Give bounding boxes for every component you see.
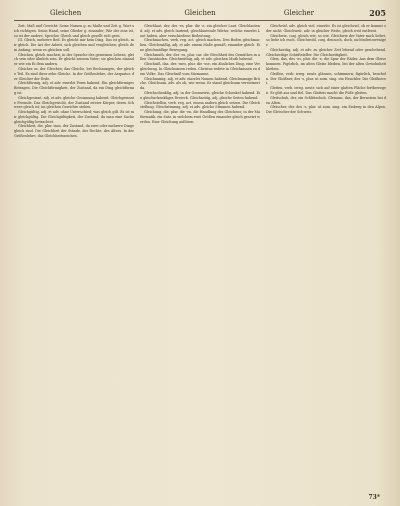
entry-paragraph: Gleis, das, des -es, plur. die -e, die Spur der Räder. Aus dem Gleise kommen. Figürlich, im alten Gleise bleiben, bei der alten Gewohnheit bleiben. [266, 57, 386, 72]
signature-mark: 73* [368, 494, 380, 501]
entry-paragraph: Gleichstellen, verb. reg. act. einem andern gleich setzen. Die Gleichstellung. Gleichstimmig, adj. et adv. gleiche Stimmen habend. [140, 100, 260, 110]
entry-paragraph: Gleicher, m. der Gleichen; das Gleiche, bei Rechnungen, der gleiche Teil. Es sind ihrer zehn Gleiche. In der Größenlehre, der Aequator, der Gleicher der Erde. [14, 67, 134, 81]
header-rule [14, 20, 386, 21]
entry-paragraph: III. Gleich, mehrere Bed. Es gleicht mir kein Ding. Das ist gleich, mir gleich. Die Art der Arbeit, sich gleichen und vergleichen; gleich dem Anfang; wenn es gleichen soll. [14, 38, 134, 52]
column-right [266, 24, 386, 490]
entry-paragraph: Gletscher, der, des -s, plur. ut nom. sing. ein Eisberg in den Alpen. Die Gletscher der Schweiz. [266, 105, 386, 115]
entry-paragraph: Gleichgültig, adj. et adv. ohne Unterschied; was gleich gilt. Es ist mir gleichgültig. Die Gleichgültigkeit, der Zustand, da man eine Sache gleichgültig betrachtet. [14, 110, 134, 124]
entry-paragraph: Gleichlaut, der, des -es, plur. die -e, ein gleicher Laut. Gleichlautend, adj. et adv. gleich lautend; gleichlautende Wörter, welche einerlei Laut haben, aber verschiedene Bedeutung. [140, 24, 260, 38]
entry-paragraph: Gleichniß, das, des -sses, plur. die -sse, ein ähnliches Ding, eine Vergleichung. In Gleichnissen reden. Christus redete in Gleichnissen zu dem Volke. Das Gleichniß vom Säemanne. [140, 62, 260, 76]
right-headword: Gleicher [283, 9, 314, 17]
page-number: 205 [369, 8, 386, 18]
entry-paragraph: Gleichförmig, adj. et adv. einerlei Form habend. Ein gleichförmiges Betragen. Die Gleichförmigkeit, der Zustand, da ein Ding gleichförmig ist. [14, 81, 134, 95]
entry-paragraph: Gleichmuth, der, des -es, plur. car. die Gleichheit des Gemüthes in allen Umständen. Gleichmüthig, adj. et adv. gleichen Muth habend. [140, 52, 260, 62]
entry-paragraph: Gleichviel, adv. gleich viel, einerlei. Es ist gleichviel, ob er kommt oder nicht. Gleichweit, adv. in gleicher Weite, gleich weit entfernt. [266, 24, 386, 33]
entry-paragraph: Gleißen, verb. irreg. neutr. glänzen, schimmern; figürlich, heucheln. Der Gleißner, des -s, plur. ut nom. sing. ein Heuchler. Die Gleißnerei. [266, 71, 386, 86]
page-header [14, 7, 386, 19]
entry-paragraph: Gleiten, verb. irreg. neutr. sich auf einer glatten Fläche fortbewegen. Er glitt aus und fiel. Das Glatteis macht die Füße gleiten. [266, 86, 386, 95]
column-left [14, 24, 134, 490]
entry-paragraph: Gleichwie, conj. gleich wie, so wie. Gleichwie der Vater mich liebet, so liebe ich euch. Gleichwohl, conj. dennoch, doch, nichtsdestoweniger. [266, 33, 386, 48]
entry-paragraph: Gleichheit, die, plur. inus. der Zustand, da zwei oder mehrere Dinge gleich sind. Die Gleichheit der Stände, der Rechte, des Alters. In der Größenlehre, das Gleichheitszeichen. [14, 124, 134, 138]
left-headword: Gleichen [50, 9, 82, 17]
text-columns [14, 24, 386, 490]
entry-paragraph: Gleichgesinnt, adj. et adv. gleiche Gesinnung habend. Gleichgesinnte Freunde. Das Gleichgewicht, der Zustand zweier Körper, deren Schwere gleich ist; im gleichen Gewichte stehen. [14, 95, 134, 110]
entry-paragraph: Gleichen, gleich machen; in der Sprache des gemeinen Lebens, gleich sein oder ähnlich sein. Er gleicht seinem Vater; sie gleichen einander wie ein Ei dem andern. [14, 52, 134, 67]
entry-paragraph: Gleichzeitig, adj. et adv. zu gleicher Zeit lebend oder geschehend. Gleichzeitige Schriftsteller. Die Gleichzeitigkeit. [266, 47, 386, 57]
entry-paragraph: Gleitschuh, der, ein Schlittschuh. Glessum, das, der Bernstein bei den Alten. [266, 95, 386, 105]
center-headword: Gleichen [184, 9, 216, 17]
entry-paragraph: Gleichnamig, adj. et adv. einerlei Namen habend. Gleichnamige Brüche. Gleichsam, adv. als ob, wie wenn. Er stand gleichsam versteinert da. [140, 76, 260, 91]
entry-paragraph: Gleichmachen, verb. reg. act. gleich machen. Den Boden gleichmachen. Gleichmäßig, adj. et adv. einem Maße gemäß; einander gleich. Eine gleichmäßige Bewegung. [140, 38, 260, 52]
entry-paragraph: Zeit, Maß und Gewicht: Seine Namen g. zu Maße und Zeit g. Wort sich richtigen. Seine Hand, seine Glieder g. einander; Wie der eine ist, so ist der andere. Sprichw. Gleich und gleich gesellt sich gern. [14, 24, 134, 38]
entry-paragraph: Gleichung, die, plur. die -en, die Handlung des Gleichens; in der Mathematik, ein Satz, in welchem zwei Größen einander gleich gesetzt werden. Eine Gleichung auflösen. [140, 110, 260, 124]
column-middle [140, 24, 260, 490]
entry-paragraph: Gleichschenklig, adj. in der Geometrie, gleiche Schenkel habend. Ein gleichschenkliges Dreieck. Gleichseitig, adj. gleiche Seiten habend. [140, 90, 260, 100]
